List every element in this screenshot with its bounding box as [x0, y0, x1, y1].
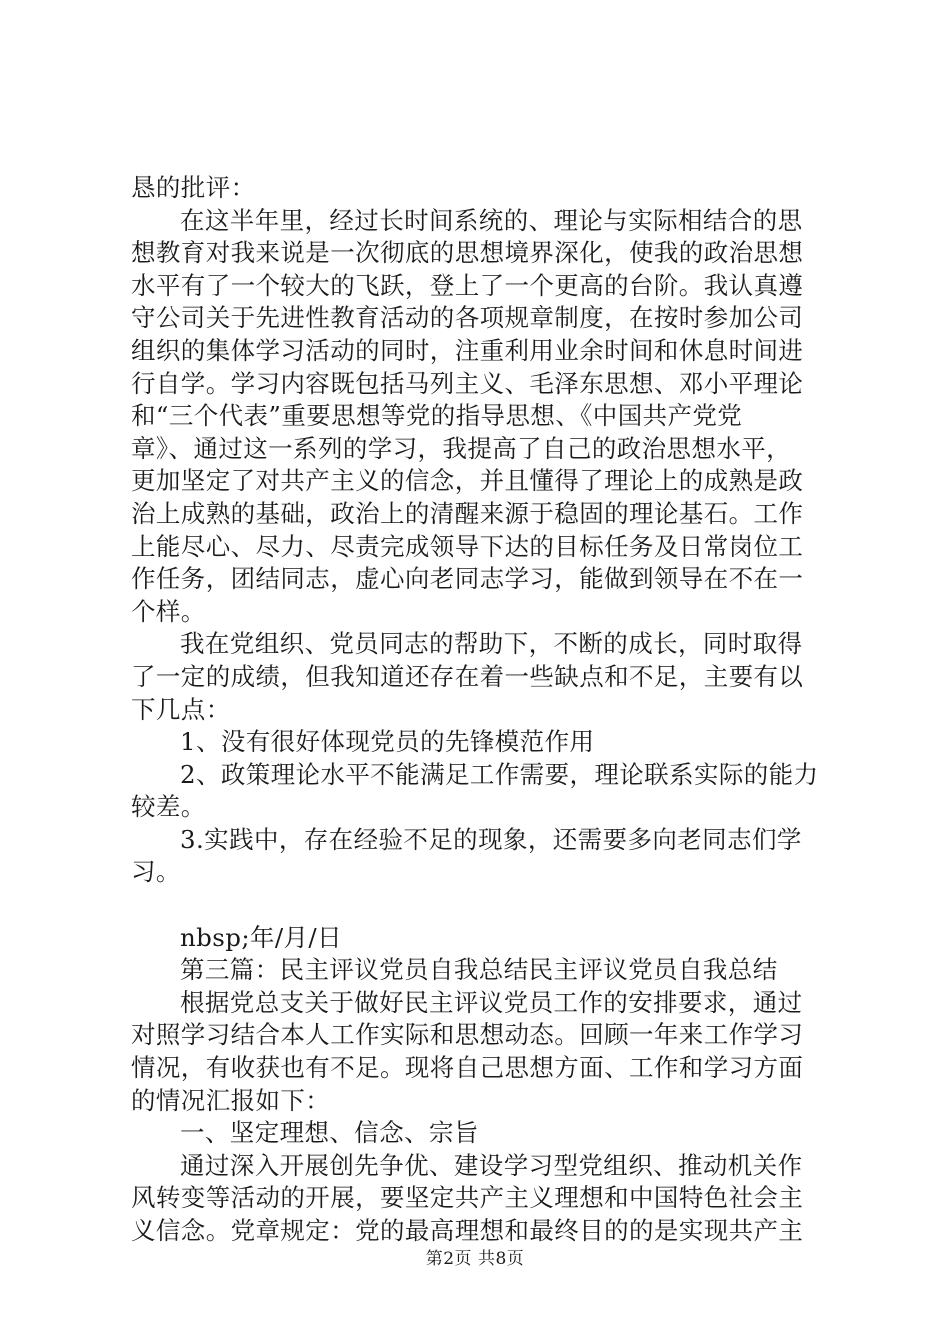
text-line: 恳的批评： [131, 173, 256, 202]
text-line: 义信念。党章规定：党的最高理想和最终目的的是实现共产主 [131, 1216, 804, 1245]
text-line: 章》、通过这一系列的学习，我提高了自己的政治思想水平， [131, 433, 792, 463]
text-line: 一、坚定理想、信念、宗旨 [180, 1118, 479, 1148]
text-line: 更加坚定了对共产主义的信念，并且懂得了理论上的成熟是政 [131, 466, 804, 496]
text-line: 2、政策理论水平不能满足工作需要，理论联系实际的能力 [180, 759, 819, 789]
text-line: 风转变等活动的开展，要坚定共产主义理想和中国特色社会主 [131, 1183, 804, 1213]
text-line: 1、没有很好体现党员的先锋模范作用 [180, 727, 595, 757]
body-text [131, 172, 831, 1248]
text-line: 较差。 [131, 792, 206, 822]
text-line: nbsp;年/月/日 [180, 922, 342, 952]
text-line: 的情况汇报如下： [131, 1085, 331, 1115]
text-line: 3.实践中，存在经验不足的现象，还需要多向老同志们学 [180, 824, 802, 854]
text-line: 情况，有收获也有不足。现将自己思想方面、工作和学习方面 [131, 1053, 804, 1083]
page-footer: 第2页 共8页 [425, 1249, 525, 1269]
text-line: 通过深入开展创先争优、建设学习型党组织、推动机关作 [180, 1150, 803, 1180]
text-line [131, 889, 831, 922]
text-line: 习。 [131, 857, 181, 887]
text-line: 想教育对我来说是一次彻底的思想境界深化，使我的政治思想 [131, 238, 804, 268]
text-line: 第三篇：民主评议党员自我总结民主评议党员自我总结 [180, 955, 778, 985]
text-line: 治上成熟的基础，政治上的清醒来源于稳固的理论基石。工作 [131, 498, 804, 528]
text-line: 个样。 [131, 596, 206, 626]
text-line: 组织的集体学习活动的同时，注重利用业余时间和休息时间进 [131, 335, 804, 365]
text-line: 我在党组织、党员同志的帮助下，不断的成长，同时取得 [180, 629, 803, 659]
text-line: 对照学习结合本人工作实际和思想动态。回顾一年来工作学习 [131, 1020, 804, 1050]
text-line: 在这半年里，经过长时间系统的、理论与实际相结合的思 [180, 205, 803, 235]
text-line: 守公司关于先进性教育活动的各项规章制度，在按时参加公司 [131, 303, 804, 333]
text-line: 上能尽心、尽力、尽责完成领导下达的目标任务及日常岗位工 [131, 531, 804, 561]
text-line: 下几点： [131, 694, 231, 724]
text-line: 水平有了一个较大的飞跃，登上了一个更高的台阶。我认真遵 [131, 270, 804, 300]
text-line: 行自学。学习内容既包括马列主义、毛泽东思想、邓小平理论 [131, 368, 804, 398]
text-line: 根据党总支关于做好民主评议党员工作的安排要求，通过 [180, 987, 803, 1017]
text-line: 作任务，团结同志，虚心向老同志学习，能做到领导在不在一 [131, 564, 804, 594]
text-line: 和“三个代表”重要思想等党的指导思想、《中国共产党党 [131, 401, 743, 431]
text-line: 了一定的成绩，但我知道还存在着一些缺点和不足，主要有以 [131, 661, 804, 691]
